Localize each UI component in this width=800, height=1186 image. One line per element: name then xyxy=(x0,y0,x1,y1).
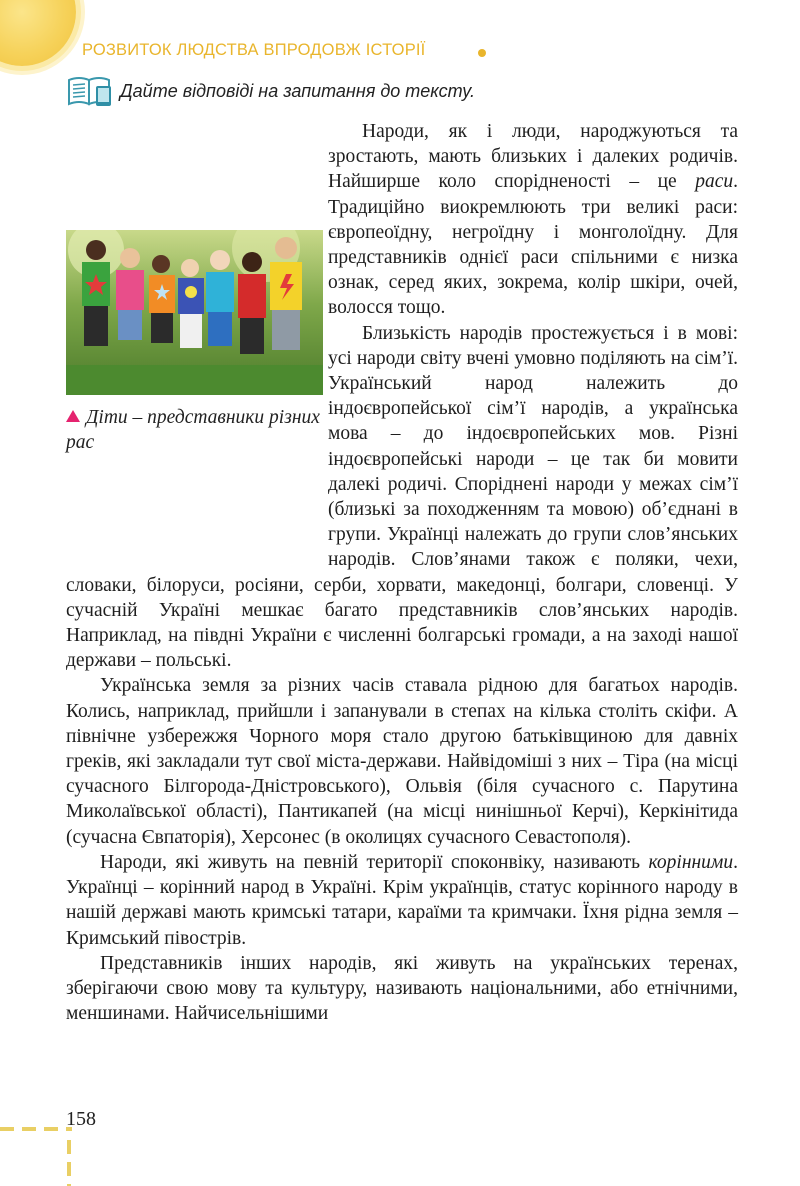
header-bullet-dot xyxy=(478,49,486,57)
p4-text-b: . Українці – корінний народ в Україні. Крім українців, статус корінного народу в нашій державі мають кримські татари, караїми та кримчаки. Їхня рідна земля – Кримський півострів. xyxy=(66,851,738,949)
page-number: 158 xyxy=(66,1108,96,1130)
corner-dash-decoration xyxy=(0,1126,72,1132)
paragraph-4 xyxy=(66,850,738,951)
sun-decoration xyxy=(0,0,76,66)
p4-text-a: Народи, які живуть на певній території споконвіку, називають xyxy=(100,851,649,873)
corner-dash-decoration-vertical xyxy=(66,1140,72,1186)
term-races: раси xyxy=(695,171,734,193)
paragraph-5: Представників інших народів, які живуть на українських теренах, зберігаючи свою мову та культуру, називають національними, або етнічними, меншинами. Найчисельнішими xyxy=(66,952,738,1025)
term-indigenous: корінними xyxy=(648,851,734,873)
paragraph-2: Близькість народів простежується і в мові: усі народи світу вчені умовно поділяють на сім’ї. Український народ належить до індоєвропейської сім’ї народів, а українська мова – до індоєвропейських мов. Різні індоєвропейські народи – це так би мовити далекі родичі. Споріднені народи у межах сім’ї (близькі за походженням та мовою) об’єднані в групи. Українці належать до групи слов’янських народів. Слов’янами також є поляки, чехи, словаки, білоруси, росіяни, серби, хорвати, македонці, болгари, словенці. У сучасній Україні мешкає багато представників слов’янських народів. Наприклад, на півдні України є численні болгарські громади, а на заході нашої держави – польські. xyxy=(66,322,738,672)
book-tablet-icon xyxy=(67,75,113,107)
paragraph-3: Українська земля за різних часів ставала рідною для багатьох народів. Колись, наприклад, прийшли і запанували в степах на кілька століть скіфи. А північне узбережжя Чорного моря стало другою батьківщиною для давніх греків, які закладали тут свої міста-держави. Найвідоміші з них – Тіра (на місці сучасного Білгорода-Дністровського), Ольвія (біля сучасного с. Парутина Миколаївської області), Пантикапей (на місці нинішньої Керчі), Керкінітида (сучасна Євпаторія), Херсонес (в околицях сучасного Севастополя). xyxy=(66,675,738,848)
figure-placeholder xyxy=(66,228,328,560)
caption-text: Діти – представники різних рас xyxy=(66,407,320,453)
p1-text-a: Народи, як і люди, народжуються та зростають, мають близьких і далеких родичів. Найширше коло спорідненості – це xyxy=(328,121,738,193)
main-text xyxy=(66,119,738,1026)
section-header: РОЗВИТОК ЛЮДСТВА ВПРОДОВЖ ІСТОРІЇ xyxy=(82,41,426,59)
task-instruction: Дайте відповіді на запитання до тексту. xyxy=(120,81,475,101)
p1-text-b: . Традиційно виокремлюють три великі раси: європеоїдну, негроїдну і монголоїдну. Для представників однієї раси спільними є низка ознак, серед яких, зокрема, колір шкіри, очей, волосся тощо. xyxy=(328,171,738,319)
